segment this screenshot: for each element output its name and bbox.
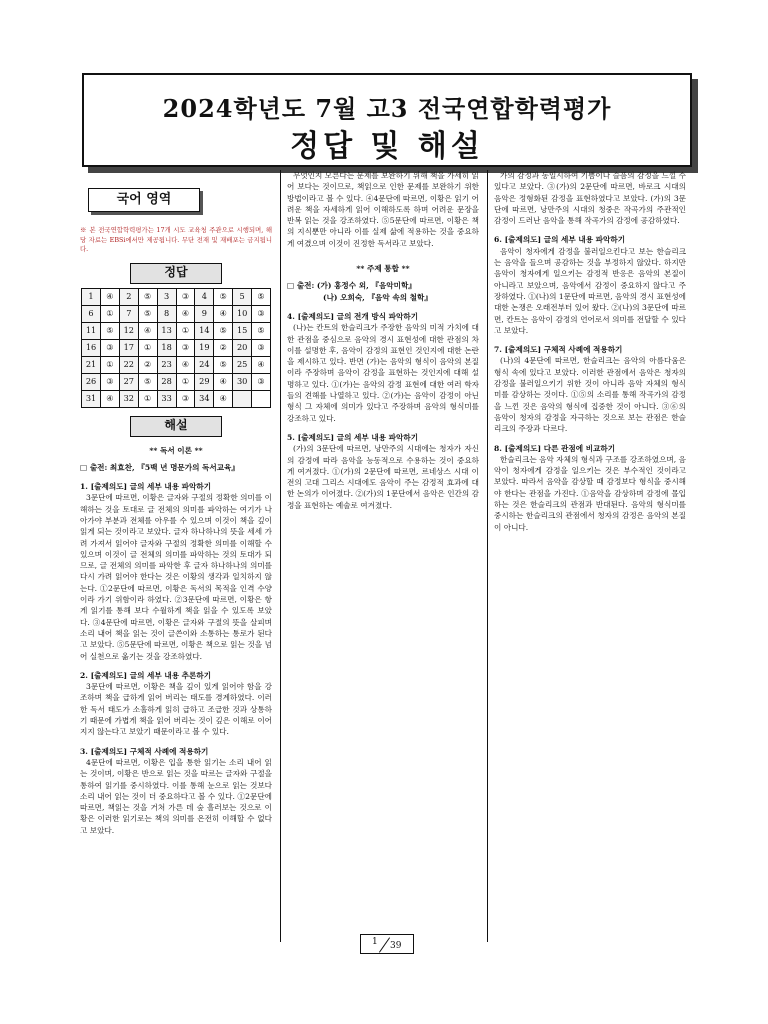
answer-title: 정답 및 해설 — [290, 129, 484, 164]
question-explanation: (나)의 4문단에 따르면, 한슬리크는 음악의 아름다움은 형식 속에 있다고 보았다. 이러한 관점에서 음악은 청자의 감정을 불러일으키기 위한 것이 아니라 음악 자체의 형식미를 감상하는 것이다. ①⑤의 소리를 통해 작곡가의 감정을 느낀 것은 음악의 형식에 집중한 것이 아니다. ③⑥의 음악이 청자의 감정을 자극하는 것으로 보는 관점은 한슬리크의 주장과 다르다. — [494, 356, 686, 434]
question-number: 10 — [233, 305, 252, 322]
question-number: 32 — [119, 390, 138, 407]
question-number: 6 — [82, 305, 101, 322]
question-explanation: 3문단에 따르면, 이황은 책을 깊이 있게 읽어야 함을 강조하며 책을 급하게 읽어 버리는 태도를 경계하였다. 이러한 독서 태도가 소홀하게 읽히 급하고 조급한 것과 상통하기 때문에 가볍게 책을 읽어 버리는 것이 깊은 이해로 이어지지 않는다고 보았기 때문이라고 볼 수 있다. — [80, 682, 272, 737]
page-slash — [379, 937, 390, 952]
question-number: 9 — [195, 305, 214, 322]
question-number: 19 — [195, 339, 214, 356]
answer-choice: ④ — [214, 305, 233, 322]
answer-choice: ③ — [252, 305, 271, 322]
answer-choice: ① — [176, 322, 195, 339]
question-title: 1. [출제의도] 글의 세부 내용 파악하기 — [80, 482, 212, 492]
answer-choice: ④ — [214, 390, 233, 407]
column-divider — [487, 170, 488, 942]
answer-choice: ⑤ — [252, 288, 271, 305]
answer-choice: ⑤ — [252, 322, 271, 339]
question-title: 4. [출제의도] 글의 전개 방식 파악하기 — [287, 311, 419, 321]
page-total: 39 — [390, 941, 402, 951]
question-number: 24 — [195, 356, 214, 373]
answer-choice: ⑤ — [138, 373, 157, 390]
answer-choice: ③ — [176, 339, 195, 356]
exam-title: 2024학년도 7월 고3 전국연합학력평가 — [162, 94, 612, 123]
answer-choice: ⑤ — [214, 356, 233, 373]
question-explanation: (가)의 3문단에 따르면, 낭만주의 시대에는 청자가 자신의 감정에 따라 음악을 능동적으로 수용하는 것이 중요하게 여겨졌다. ①(가)의 2문단에 따르면, 르네상스 시대 이전의 고대 그리스 시대에도 음악이 주는 감정적 효과에 대한 논의가 이어졌다. ②(가)의 1문단에서 음악은 인간의 감정을 표현하는 예술로 여겨졌다. — [287, 444, 479, 510]
answer-choice: ③ — [176, 288, 195, 305]
part-heading: ** 주제 통합 ** — [356, 264, 410, 274]
answer-choice: ① — [176, 373, 195, 390]
question-number: 31 — [82, 390, 101, 407]
answer-row — [82, 356, 271, 373]
question-number: 5 — [233, 288, 252, 305]
answer-section-label: 정답 — [130, 263, 222, 284]
notice-text: ※ 본 전국연합학력평가는 17개 시도 교육청 주관으로 시행되며, 해당 자료는 EBSi에서만 제공됩니다. 무단 전재 및 재배포는 금지됩니다. — [80, 226, 272, 253]
question-explanation: 4문단에 따르면, 이황은 입을 통한 읽기는 소리 내어 읽는 것이며, 이황은 반으로 읽는 것을 따르는 글자와 구절을 통하여 읽기를 중시하였다. 이를 통해 눈으로 읽는 것보다 소리 내어 읽는 것이 더 중요하다고 볼 수 있다. ①2문단에 따르면, 책읽는 것을 거쳐 가른 데 숲 흘러보는 것으로 이황은 이러한 읽기로는 책의 의미를 온전히 이해할 수 없다고 보았다. — [80, 757, 272, 835]
question-number: 21 — [82, 356, 101, 373]
answer-choice: ④ — [101, 288, 120, 305]
paragraph: 무엇인지 모른다는 문제를 보완하기 위해 책을 가세히 읽어 보다는 것이므로, 책읽으로 인한 문제를 보완하기 위한 방법이라고 볼 수 있다. ④4문단에 따르면, 이황은 읽기 어려운 책을 자세하게 읽어 이해하도록 하며 어려운 문장을 반복 읽는 것을 강조하였다. ⑤5문단에 따르면, 이황은 책의 지식뿐만 아니라 이를 실제 삶에 적용하는 것을 중요하게 여겼으며 이것이 진정한 독서라고 보았다. — [287, 171, 479, 248]
question-number: 3 — [157, 288, 176, 305]
question-title: 5. [출제의도] 글의 세부 내용 파악하기 — [287, 432, 419, 442]
page-number — [360, 937, 412, 951]
question-number: 11 — [82, 322, 101, 339]
question-number: 16 — [82, 339, 101, 356]
question-explanation: 3문단에 따르면, 이황은 글자와 구절의 정확한 의미를 이해하는 것을 토대로 글 전체의 의미를 파악하는 여기가 나아가야 부분과 전체를 아우를 수 있으며 이것이 책을 깊이 읽게 되는 것이라고 보았다. 글자 하나하나의 뜻을 세세 가려 가져서 읽어야 글자와 구절의 정확한 의미를 이해할 수 있으며 이것이 글 전체의 의미를 파악하는 것의 토대가 되므로, 글 전체의 의미를 파악한 후 글자 하나하나의 의미를 다시 가려 읽어야 한다는 것은 이황의 생각과 일치하지 않는다. ①2문단에 따르면, 이황은 독서의 목적을 인격 수양이라 가기 위함이라 하였다. ②3문단에 따르면, 이황은 항게 읽기를 통해 보다 수월하게 책을 읽을 수 있도록 보았다. ③4문단에 따르면, 이황은 글자와 구절의 뜻을 살피며 소리 내어 책을 읽는 것이 글쓴이와 소통하는 통로가 된다고 보았다. ⑤5문단에 따르면, 이황은 책으로 읽는 것을 넘어 실천으로 옮기는 것을 강조하였다. — [80, 493, 272, 661]
answer-choice: ⑤ — [138, 305, 157, 322]
question-title: 8. [출제의도] 다른 관점에 비교하기 — [494, 443, 616, 453]
answer-row — [82, 390, 271, 407]
answer-choice: ② — [138, 356, 157, 373]
question-number: 15 — [233, 322, 252, 339]
question-title: 7. [출제의도] 구체적 사례에 적용하기 — [494, 345, 623, 355]
answer-table — [81, 288, 271, 408]
question-title: 3. [출제의도] 구체적 사례에 적용하기 — [80, 746, 209, 756]
question-number: 25 — [233, 356, 252, 373]
answer-choice: ④ — [138, 322, 157, 339]
question-title: 2. [출제의도] 글의 세부 내용 추론하기 — [80, 670, 212, 680]
answer-choice: ① — [101, 305, 120, 322]
question-number: 26 — [82, 373, 101, 390]
question-number: 8 — [157, 305, 176, 322]
question-number: 4 — [195, 288, 214, 305]
question-explanation: 한슬리크는 음악 자체의 형식과 구조를 강조하였으며, 음악이 청자에게 감정을 일으키는 것은 부수적인 것이라고 보았다. 따라서 음악을 감상할 때 감정보다 형식을 중시해야 한다는 관점을 가진다. ①음악을 감상하며 감정에 몰입하는 것은 한슬리크의 관점과 반대된다. 음악의 형식미를 중시하는 한슬리크의 관점에서 청자의 감정은 음악의 본질이 아니다. — [494, 454, 686, 532]
column-3 — [494, 170, 686, 533]
column-2 — [287, 170, 479, 511]
answer-row — [82, 373, 271, 390]
question-number: 1 — [82, 288, 101, 305]
answer-choice: ① — [138, 339, 157, 356]
question-number: 14 — [195, 322, 214, 339]
answer-row — [82, 322, 271, 339]
answer-row — [82, 339, 271, 356]
question-number: 7 — [119, 305, 138, 322]
question-number: 33 — [157, 390, 176, 407]
question-number: 13 — [157, 322, 176, 339]
answer-choice: ⑤ — [214, 288, 233, 305]
question-explanation: (나)는 칸트의 한슬리크가 주장한 음악의 미적 가치에 대한 관점을 중심으로 음악의 경시 표현성에 대한 관점의 차이를 설명한 후, 음악이 감정의 표현인 것인지에 대한 논란을 제시하고 있다. 반면 (가)는 음악의 형식이 음악의 본질이라 주장하며 음악이 감정을 표현하는 것인지에 대해 설명하고 있다. ①(가)는 음악의 감정 표현에 대한 여러 학자들의 견해를 나열하고 있다. ②(가)는 음악이 감정이 아닌 형식 그 자체에 의미가 있다고 주장하며 음악의 형식미를 강조하고 있다. — [287, 323, 479, 423]
question-number: 23 — [157, 356, 176, 373]
question-number: 18 — [157, 339, 176, 356]
answer-row — [82, 305, 271, 322]
answer-choice: ⑤ — [101, 322, 120, 339]
answer-choice: ① — [138, 390, 157, 407]
page-current: 1 — [372, 937, 378, 947]
answer-choice: ④ — [214, 373, 233, 390]
column-divider — [280, 170, 281, 942]
answer-choice: ③ — [252, 373, 271, 390]
answer-choice: ④ — [252, 356, 271, 373]
question-number: 2 — [119, 288, 138, 305]
title-box — [82, 73, 692, 167]
question-number: 20 — [233, 339, 252, 356]
question-number: 29 — [195, 373, 214, 390]
answer-choice: ① — [101, 356, 120, 373]
answer-choice: ④ — [176, 305, 195, 322]
source-line: (나) 오희숙, 『음악 속의 철학』 — [323, 292, 432, 302]
source-line: □ 출전: 최효찬, 『5백 년 명문가의 독서교육』 — [80, 462, 239, 472]
question-explanation: 음악이 청자에게 감정을 불러일으킨다고 보는 한슬리크는 음악을 들으며 공감하는 것을 부정하지 않았다. 하지만 음악이 청자에게 일으키는 감정적 반응은 음악의 본질이 아니라고 보았으며, 음악에서 감정이 중요하지 않다고 주장하였다. ①(나)의 1문단에 따르면, 음악의 경시 표현성에 대한 논쟁은 오래전부터 있어 왔다. ②(나)의 3문단에 따르면, 칸트는 음악이 감정의 언어로서 의미를 전달할 수 있다고 보았다. — [494, 246, 686, 335]
question-number: 12 — [119, 322, 138, 339]
answer-choice: ⑤ — [138, 288, 157, 305]
answer-choice: ⑤ — [214, 322, 233, 339]
part-heading: ** 독서 이론 ** — [149, 445, 203, 455]
question-number: 28 — [157, 373, 176, 390]
source-line: □ 출전: (가) 홍정수 외, 『음악미학』 — [287, 281, 416, 291]
answer-row — [82, 288, 271, 305]
paragraph: 가의 감정과 동일시하여 기쁨이나 슬픔의 감정을 느낄 수 있다고 보았다. ③(가)의 2문단에 따르면, 바로크 시대의 음악은 정형화된 감정을 표현하였다고 보았다. (가)의 3문단에 따르면, 낭만주의 시대의 청중은 작곡가의 주관적인 감정이 드러난 음악을 통해 작곡가의 감정에 공감하였다. — [494, 171, 686, 226]
column-1 — [80, 170, 272, 836]
explanation-section-label: 해설 — [130, 416, 222, 437]
question-number — [233, 390, 252, 407]
question-number: 22 — [119, 356, 138, 373]
question-number: 30 — [233, 373, 252, 390]
answer-choice: ④ — [176, 356, 195, 373]
answer-choice: ③ — [176, 390, 195, 407]
answer-choice: ④ — [101, 390, 120, 407]
question-title: 6. [출제의도] 글의 세부 내용 파악하기 — [494, 235, 626, 245]
answer-choice — [252, 390, 271, 407]
question-number: 27 — [119, 373, 138, 390]
answer-choice: ③ — [101, 373, 120, 390]
answer-choice: ② — [214, 339, 233, 356]
subject-label: 국어 영역 — [88, 188, 200, 212]
question-number: 34 — [195, 390, 214, 407]
answer-choice: ③ — [101, 339, 120, 356]
question-number: 17 — [119, 339, 138, 356]
answer-choice: ③ — [252, 339, 271, 356]
